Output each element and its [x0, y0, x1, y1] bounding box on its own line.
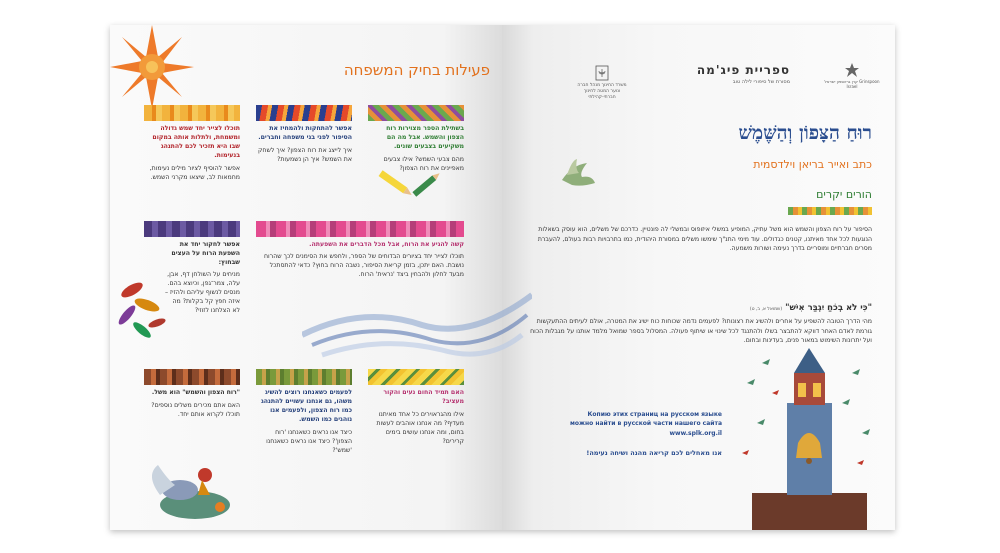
verse-quote: "כִּי לֹא בְכֹחַ יִגְבַּר אִישׁ" (שמואל א, ב, ט) — [749, 303, 872, 313]
activity-behaviour: לפעמים כשאנחנו רוצים להשיג משהו, גם אנחנו עשויים להתנהג כמו רוח הצפון, ולפעמים אנו נוהגים כמו השמש. כיצד אנו נראים כשאנחנו 'רוח הצפון'? כיצד אנו נראים כשאנחנו 'שמש'? — [261, 389, 352, 454]
website-link[interactable]: www.splk.org.il — [669, 429, 722, 437]
decor-strip — [256, 221, 464, 237]
decor-strip — [368, 105, 464, 121]
decor-strip — [256, 105, 352, 121]
activity-heat-cold: האם תמיד החום נעים והקור מעציב? אילו מהגראוירים כל אחד מאיתנו מעדיף? מה אנחנו אוהבים לעשות בחום, ומה אנחנו עושים בימים קרירים? — [376, 389, 464, 445]
activities-title: פעילות בחיק המשפחה — [343, 61, 490, 79]
right-page — [502, 25, 895, 530]
grinspoon-logo: קרן גרינספון ישראל Grinspoon Israel — [822, 63, 882, 89]
sifriyat-pijama-logo — [680, 63, 790, 85]
sifriyat-logo-tagline: מסורת של סיפורי לילה טוב — [732, 79, 790, 85]
star-emblem-icon — [845, 63, 859, 77]
activity-colors: בשתילת הספר מצוירות רוח הצפון והשמש. אבל מה הם משקיעים בצבעים שונים. מהם צבעי השמש? אילו צבעים מאפיינים את רוח הצפון? — [383, 125, 464, 172]
dove-illustration — [557, 155, 597, 195]
activity-dramatize: אפשר להתחקות ולהמחיז את הסיפור לפני בני משפחה וחברים. איך לייצג את רוח הצפון? איך לשחק את השמש? איך הן נשמעות? — [258, 125, 352, 163]
verse-source: (שמואל א, ב, ט) — [749, 307, 783, 312]
activity-fable: "רוח הצפון והשמש" הוא משל. האם אתם מכירים משלים נוספים? תוכלו לקרוא אותם יחד. — [151, 389, 240, 418]
decor-strip — [788, 207, 872, 215]
intro-paragraph: הסיפור על רוח הצפון והשמש הוא משל עתיק, המופיע במשלי איזופוס ובמשלי לה פונטיין. כדרכם של משלים, הוא עוסק בשאלות הנוגעות לכל אחד מאיתנו, קטנים כגדולים. עוד מימי התנ"ך שימשו משלים במסורת היהודית, כמו בתרבויות רבות בעולם, להעברת מסרים חברתיים ומוסריים בדרך נעימה ושורות משמעה. — [537, 226, 872, 253]
logos-bar — [572, 63, 880, 103]
activity-draw-sun: תוכלו לצייר יחד שמש גדולה ומשמחת, ולתלות אותה במקום שבו היא תזכיר לכם להתנהג בנעימות. אפשר להוסיף לציור מילים נעימות, מחמאות לב, שיצאו מקרני השמש. — [149, 125, 240, 181]
activity-wind-experiment: אפשר לחקור יחד את השפעת הרוח על העצים שבחוץ: מניחים על השולחן דף, אבן, עלה, צמר־גפן, וכיוצא בהם. מנסים לנשוף עליהם ולהזיז – איזה חפץ קל בקלות? מה לא הצלחנו לזוזי? — [164, 241, 240, 314]
booklet-spread — [110, 25, 895, 530]
leaves-illustration — [112, 275, 167, 345]
pencils-illustration — [372, 163, 442, 208]
book-author: כתב ואייר בריאן וילדסמית — [753, 158, 872, 171]
bell-tower-illustration — [732, 343, 882, 530]
closing-wish: אנו מאחלים לכם קריאה מהנה ושיחה נעימה! — [586, 449, 722, 457]
decor-strip — [144, 369, 240, 385]
verse-explanation: מהי הדרך הטובה להשפיע על אחרים ולהשיג את רצונותו? לפעמים נדמה שכוחות כוח ישיג את המטרה, אולם לעיתים ההתעקשות גורמת לאדם האחר דווקא להתבצר בשלו ולהתנגד לכל שינוי או שיתוף פעולה. המסלול בספר שמואל מלמד אותנו על מגבלות הכוח ועל יתרונות השימוש במאור פנים, בעדינות ובחום. — [530, 318, 872, 345]
wind-wave-illustration — [302, 245, 532, 385]
activity-find-wind: קשה להגיע את הרוח, אבל מכל הדברים את השפעתה. תוכלו לצייר יחד בציורים הבדוחים של הספר, ולחפש את הסימנים לכך שהרוח נושבת. האם יתכן, בזמן קריאת הסיפור, נשבה הרוח בחוץ? כדאי להתסתכל מבעד לחלון ולהבחין ביצד 'נראית' הרוח. — [264, 241, 464, 278]
book-title: רוּחַ הַצָּפוֹן וְהַשֶּׁמֶשׁ — [738, 122, 872, 144]
animals-illustration — [140, 435, 240, 530]
decor-strip — [144, 105, 240, 121]
menorah-emblem-icon — [595, 65, 609, 81]
sifriyat-logo-text: ספריית פיג'מה — [696, 63, 790, 77]
russian-note: Копию этих страниц на русском языке можно найти в русской части нашего сайта www.splk.org.il — [532, 410, 722, 438]
decor-strip — [144, 221, 240, 237]
ministry-logo: משרד החינוך מנהל חברה ונוער המטה לחינוך חברתי-קהילתי — [572, 65, 632, 101]
parents-heading: הורים יקרים — [816, 188, 872, 201]
